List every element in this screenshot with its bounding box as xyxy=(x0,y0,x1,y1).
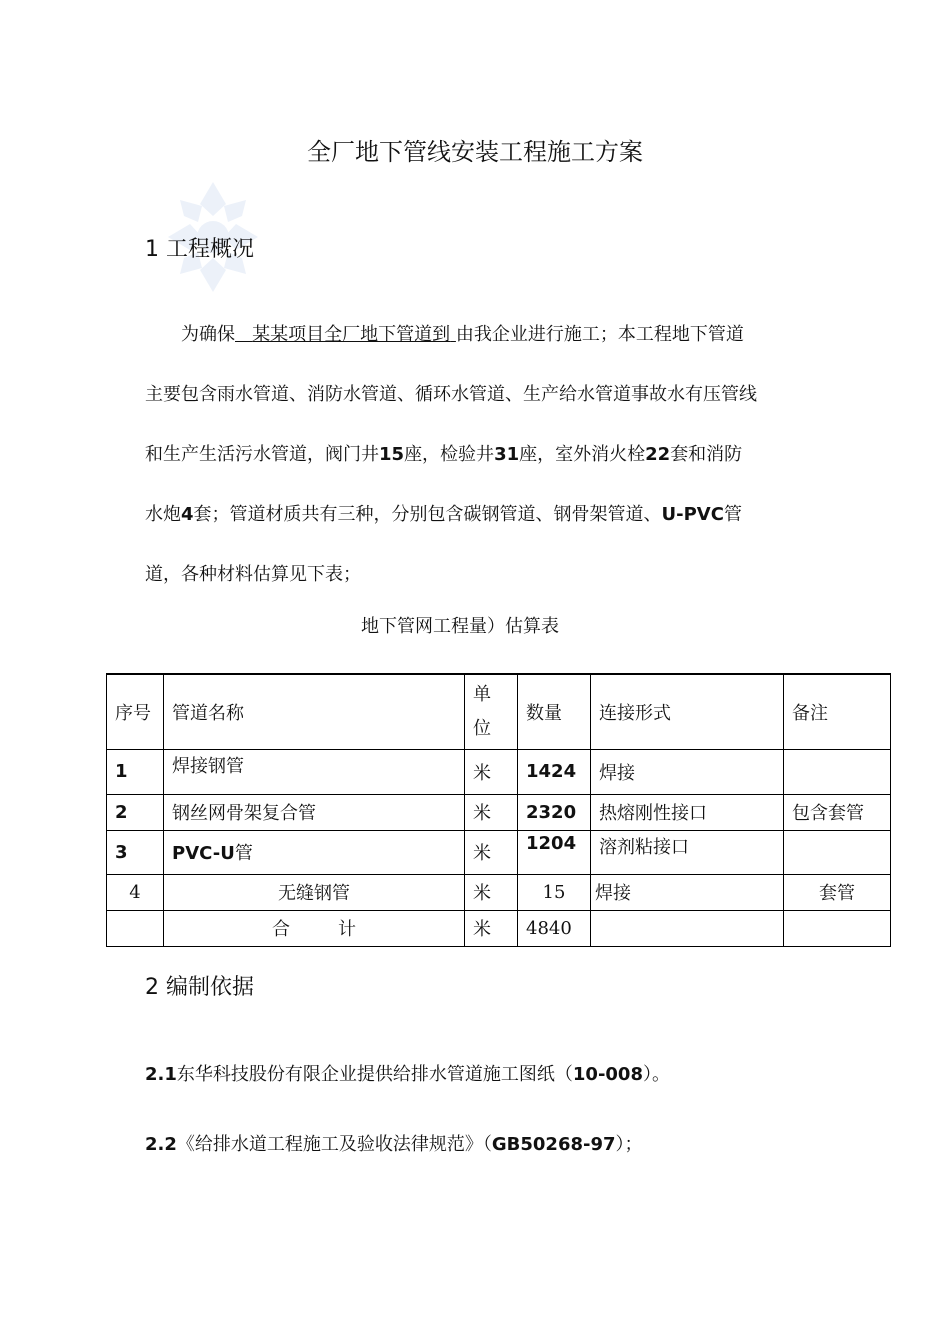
project-name: 某某项目全厂地下管道到 xyxy=(252,324,451,345)
cell-unit: 米 xyxy=(465,874,518,910)
header-unit-1: 单 xyxy=(473,683,491,705)
cell-note: 包含套管 xyxy=(784,794,891,830)
cell-unit: 米 xyxy=(465,794,518,830)
cell-note: 套管 xyxy=(784,874,891,910)
reference-text: ）。 xyxy=(642,1064,670,1085)
paragraph-line-5: 道，各种材料估算见下表； xyxy=(145,564,361,585)
section-2-heading: 2 编制依据 xyxy=(145,975,254,1000)
cell-no: 1 xyxy=(107,749,164,794)
cell-no: 2 xyxy=(107,794,164,830)
cell-name: 钢丝网骨架复合管 xyxy=(164,794,465,830)
text-fragment: 和生产生活污水管道，阀门井 xyxy=(145,444,379,465)
reference-code: GB50268-97 xyxy=(491,1134,616,1155)
cell-qty: 1204 xyxy=(518,830,591,874)
reference-code: 10-008 xyxy=(572,1064,643,1085)
header-unit-2: 位 xyxy=(473,717,491,739)
cell-connection xyxy=(591,910,784,946)
cell-note xyxy=(784,749,891,794)
reference-text: 《给排水道工程施工及验收法律规范》（ xyxy=(176,1134,492,1155)
table-row xyxy=(107,830,891,874)
cell-note xyxy=(784,830,891,874)
paragraph-line-1 xyxy=(181,320,744,346)
cell-connection: 热熔刚性接口 xyxy=(591,794,784,830)
text-fragment: 管 xyxy=(723,504,742,525)
text-fragment: 套和消防 xyxy=(670,444,743,465)
text-fragment: 座，室外消火栓 xyxy=(519,444,646,465)
cell-connection: 焊接 xyxy=(591,749,784,794)
total-label-b: 计 xyxy=(338,919,356,940)
water-cannon-count: 4 xyxy=(181,504,194,525)
cell-unit: 米 xyxy=(465,749,518,794)
text-fragment: 套；管道材质共有三种，分别包含碳钢管道、钢骨架管道、 xyxy=(193,504,662,525)
reference-number: 2.2 xyxy=(145,1134,177,1155)
text-fragment: 水炮 xyxy=(145,504,181,525)
project-name-underlined xyxy=(235,324,456,345)
cell-name: 无缝钢管 xyxy=(164,874,465,910)
header-no: 序号 xyxy=(107,674,164,749)
header-connection: 连接形式 xyxy=(591,674,784,749)
inspection-well-count: 31 xyxy=(494,444,520,465)
text-fragment: 由我企业进行施工；本工程地下管道 xyxy=(455,324,744,345)
table-row xyxy=(107,749,891,794)
cell-name xyxy=(164,830,465,874)
cell-qty: 15 xyxy=(518,874,591,910)
reference-text: ）； xyxy=(615,1134,643,1155)
table-total-row xyxy=(107,910,891,946)
cell-name-suffix: 管 xyxy=(234,843,253,864)
reference-number: 2.1 xyxy=(145,1064,177,1085)
paragraph-line-2: 主要包含雨水管道、消防水管道、循环水管道、生产给水管道事故水有压管线 xyxy=(145,384,757,405)
cell-name: 焊接钢管 xyxy=(164,749,465,794)
total-label xyxy=(164,910,465,946)
header-qty: 数量 xyxy=(518,674,591,749)
header-note: 备注 xyxy=(784,674,891,749)
cell-no: 4 xyxy=(107,874,164,910)
cell-qty: 2320 xyxy=(518,794,591,830)
cell-name-material: PVC-U xyxy=(172,843,235,864)
table-header-row xyxy=(107,674,891,749)
text-fragment: 为确保 xyxy=(181,324,235,345)
cell-connection: 焊接 xyxy=(591,874,784,910)
hydrant-count: 22 xyxy=(645,444,671,465)
total-label-a: 合 xyxy=(272,919,290,940)
header-unit xyxy=(465,674,518,749)
material-upvc: U-PVC xyxy=(661,504,724,525)
section-1-heading: 1 工程概况 xyxy=(145,237,254,262)
text-fragment: 座，检验井 xyxy=(404,444,495,465)
total-unit: 米 xyxy=(465,910,518,946)
header-name: 管道名称 xyxy=(164,674,465,749)
paragraph-line-4 xyxy=(145,500,742,526)
cell-unit: 米 xyxy=(465,830,518,874)
document-title: 全厂地下管线安装工程施工方案 xyxy=(307,138,643,166)
reference-2-2 xyxy=(145,1130,643,1156)
paragraph-line-3 xyxy=(145,440,742,466)
quantity-table xyxy=(106,673,891,947)
valve-well-count: 15 xyxy=(379,444,405,465)
cell-no xyxy=(107,910,164,946)
cell-no: 3 xyxy=(107,830,164,874)
cell-connection: 溶剂粘接口 xyxy=(591,830,784,874)
table-row xyxy=(107,794,891,830)
total-qty: 4840 xyxy=(518,910,591,946)
table-caption: 地下管网工程量）估算表 xyxy=(361,616,559,637)
cell-note xyxy=(784,910,891,946)
table-row xyxy=(107,874,891,910)
reference-text: 东华科技股份有限企业提供给排水管道施工图纸（ xyxy=(176,1064,573,1085)
cell-qty: 1424 xyxy=(518,749,591,794)
reference-2-1 xyxy=(145,1060,670,1086)
